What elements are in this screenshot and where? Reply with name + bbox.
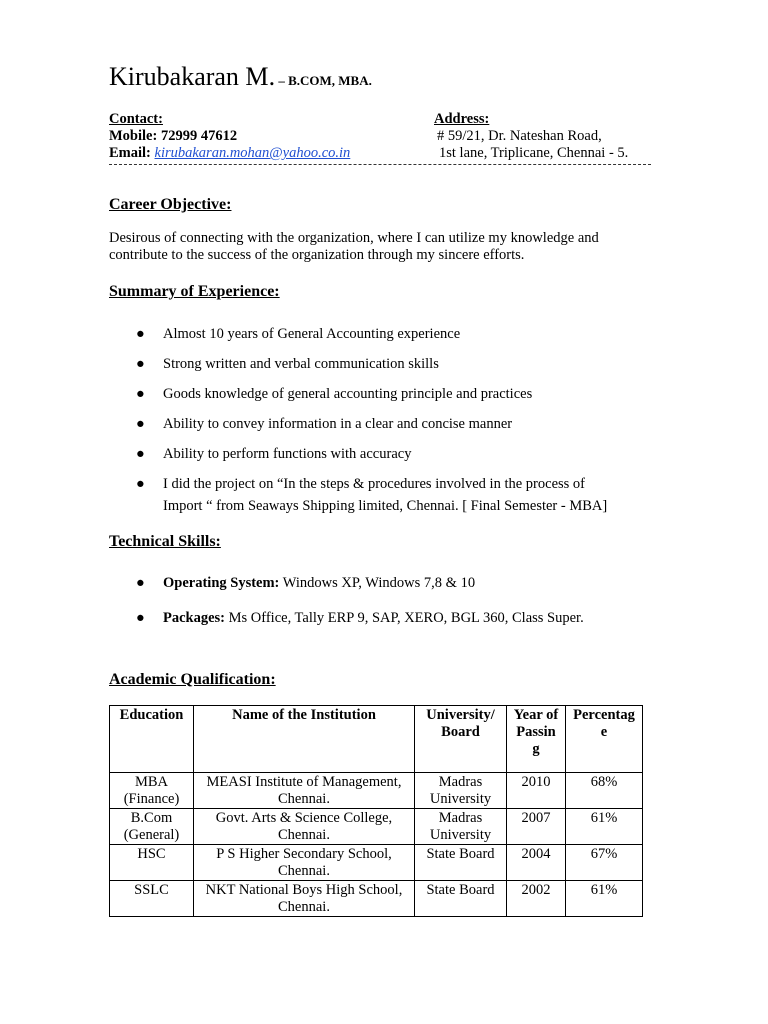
cell-institution: MEASI Institute of Management, Chennai. [194,773,415,809]
name-text: Kirubakaran M [109,62,269,91]
cell-year: 2004 [507,845,566,881]
mobile-line [109,128,237,145]
technical-skills-heading: Technical Skills: [109,533,221,550]
table-row [110,773,643,809]
col-year: Year of Passin g [507,706,566,773]
cell-education: B.Com (General) [110,809,194,845]
col-percentage: Percentag e [566,706,643,773]
cell-education: HSC [110,845,194,881]
bullet-icon: ● [136,356,145,372]
table-header-row [110,706,643,773]
career-objective-heading: Career Objective: [109,196,232,213]
cell-institution: Govt. Arts & Science College, Chennai. [194,809,415,845]
col-institution: Name of the Institution [194,706,415,773]
cell-university: Madras University [415,809,507,845]
academic-heading: Academic Qualification: [109,671,276,688]
col-education: Education [110,706,194,773]
cell-percentage: 67% [566,845,643,881]
cell-university: State Board [415,881,507,917]
mobile-value: 72999 47612 [160,128,238,144]
cell-year: 2010 [507,773,566,809]
table-row [110,809,643,845]
cell-education: MBA (Finance) [110,773,194,809]
name-suffix: . [268,62,276,91]
address-line-1: # 59/21, Dr. Nateshan Road, [437,128,602,144]
resume-page: Kirubakaran M. – B.COM, MBA. Contact: Mobile: 72999 47612 Email: kirubakaran.mohan@yahoo.co.in Address: # 59/21, Dr. Nateshan Road, 1st lane, Triplicane, Chennai - 5. Career Objective: Desirous of connecting with the organization, where I can utilize my knowledge and contribute to the success of the organization through my sincere efforts. Summary of Experience: ● Almost 10 years of General Accounting experience ● Strong written and verbal communication skills ● Goods knowledge of general accounting principle and practices ● Ability to convey information in a clear and concise manner ● Ability to perform functions with accuracy ● I did the project on “In the steps & procedures involved in the process of Import “ from Seaways Shipping limited, Chennai. [ Final Semester - MBA] Technical Skills: ● Operating System: Windows XP, Windows 7,8 & 10 ● Packages: Ms Office, Tally ERP 9, SAP, XERO, BGL 360, Class Super. Academic Qualification: Education Name of the Institution University/ Board Year of Passin g Percentag e MBA (Finance) MEASI Institute of Management, Chennai. Madras University 2010 68% B.Com (General) Govt. Arts & Science College, Chennai. Madras University 2007 61% HSC P S Higher Secondary School, Chennai. State Board 2004 67% SSLC NKT National Boys High School, Chennai. State Board 2002 61% [0,0,768,1024]
cell-institution: P S Higher Secondary School, Chennai. [194,845,415,881]
cell-university: Madras University [415,773,507,809]
divider [109,164,651,165]
bullet-icon: ● [136,446,145,462]
address-line-2: 1st lane, Triplicane, Chennai - 5. [439,145,629,161]
col-university: University/ Board [415,706,507,773]
cell-year: 2002 [507,881,566,917]
cell-percentage: 61% [566,809,643,845]
degrees: – B.COM, MBA. [275,73,372,88]
cell-education: SSLC [110,881,194,917]
table-row [110,881,643,917]
academic-table [109,705,643,917]
bullet-icon: ● [136,610,145,626]
candidate-name [109,62,372,92]
cell-percentage: 61% [566,881,643,917]
cell-institution: NKT National Boys High School, Chennai. [194,881,415,917]
email-line [109,145,350,162]
email-link[interactable]: kirubakaran.mohan@yahoo.co.in [154,145,351,161]
mobile-label: Mobile: [109,128,158,144]
career-objective-text: Desirous of connecting with the organization, where I can utilize my knowledge and contribute to the success of the organization through my sincere efforts. [109,230,599,263]
email-label: Email: [109,145,151,161]
bullet-icon: ● [136,476,145,492]
bullet-icon: ● [136,416,145,432]
cell-university: State Board [415,845,507,881]
bullet-icon: ● [136,326,145,342]
bullet-icon: ● [136,575,145,591]
experience-heading: Summary of Experience: [109,283,280,300]
address-label: Address: [434,111,490,127]
table-row [110,845,643,881]
bullet-icon: ● [136,386,145,402]
cell-year: 2007 [507,809,566,845]
cell-percentage: 68% [566,773,643,809]
contact-label: Contact: [109,111,163,127]
